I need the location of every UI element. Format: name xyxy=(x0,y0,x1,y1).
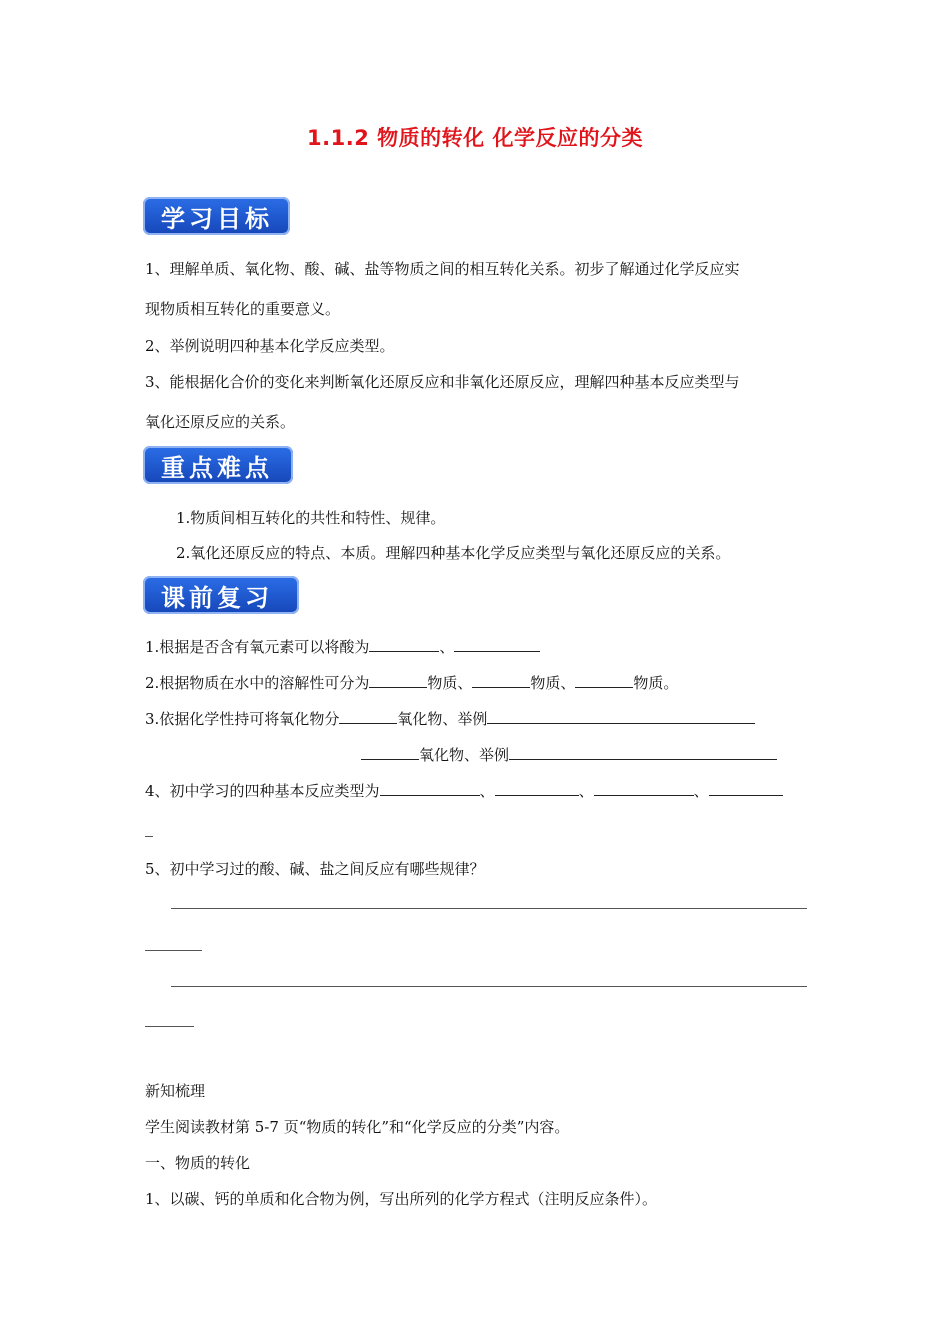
end-mark: 。 xyxy=(663,674,679,692)
separator: 、 xyxy=(578,782,594,800)
review-question-5: 5、初中学习过的酸、碱、盐之间反应有哪些规律？ xyxy=(145,860,485,878)
review-question-1 xyxy=(145,636,540,657)
fill-blank[interactable] xyxy=(509,745,777,760)
section-badge-objectives: 学习目标 xyxy=(143,197,290,235)
review-q2-text: 2.根据物质在水中的溶解性可分为 xyxy=(145,674,370,692)
fill-blank-overflow[interactable] xyxy=(145,836,153,837)
fill-blank[interactable] xyxy=(487,709,755,724)
fill-blank[interactable] xyxy=(361,745,419,760)
objective-2: 2、举例说明四种基本化学反应类型。 xyxy=(145,337,395,355)
page-title: 1.1.2 物质的转化 化学反应的分类 xyxy=(307,126,643,150)
review-q1-text: 1.根据是否含有氧元素可以将酸为 xyxy=(145,638,370,656)
review-question-3-continued xyxy=(361,744,777,765)
fill-blank[interactable] xyxy=(380,781,480,796)
section-badge-review: 课前复习 xyxy=(143,576,299,614)
fill-blank[interactable] xyxy=(575,673,633,688)
review-q3-mid: 氧化物、举例 xyxy=(419,746,510,764)
answer-line[interactable] xyxy=(171,908,807,909)
answer-line[interactable] xyxy=(145,1026,194,1027)
fill-blank[interactable] xyxy=(369,673,427,688)
objective-3-line-2: 氧化还原反应的关系。 xyxy=(145,413,296,431)
unit-label: 物质 xyxy=(530,674,561,692)
separator: 、 xyxy=(560,674,576,692)
fill-blank[interactable] xyxy=(369,637,439,652)
objective-1-line-2: 现物质相互转化的重要意义。 xyxy=(145,300,341,318)
separator: 、 xyxy=(457,674,473,692)
fill-blank[interactable] xyxy=(495,781,579,796)
new-knowledge-heading: 新知梳理 xyxy=(145,1082,206,1100)
separator: 、 xyxy=(693,782,709,800)
section-badge-keypoints: 重点难点 xyxy=(143,446,293,484)
fill-blank[interactable] xyxy=(472,673,530,688)
review-q3-mid: 氧化物、举例 xyxy=(397,710,488,728)
review-question-4 xyxy=(145,780,783,801)
review-question-2 xyxy=(145,672,678,693)
review-q3-text: 3.依据化学性持可将氧化物分 xyxy=(145,710,340,728)
task-1: 1、以碳、钙的单质和化合物为例，写出所列的化学方程式（注明反应条件）。 xyxy=(145,1190,658,1208)
part-1-heading: 一、物质的转化 xyxy=(145,1154,251,1172)
answer-line[interactable] xyxy=(145,950,202,951)
review-question-3 xyxy=(145,708,755,729)
separator: 、 xyxy=(479,782,495,800)
unit-label: 物质 xyxy=(427,674,458,692)
objective-1-line-1: 1、理解单质、氧化物、酸、碱、盐等物质之间的相互转化关系。初步了解通过化学反应实 xyxy=(145,260,740,278)
keypoint-1: 1.物质间相互转化的共性和特性、规律。 xyxy=(176,509,446,527)
fill-blank[interactable] xyxy=(454,637,540,652)
separator: 、 xyxy=(439,638,455,656)
objective-3-line-1: 3、能根据化合价的变化来判断氧化还原反应和非氧化还原反应，理解四种基本反应类型与 xyxy=(145,373,740,391)
review-q4-text: 4、初中学习的四种基本反应类型为 xyxy=(145,782,380,800)
fill-blank[interactable] xyxy=(709,781,783,796)
unit-label: 物质 xyxy=(633,674,664,692)
keypoint-2: 2.氧化还原反应的特点、本质。理解四种基本化学反应类型与氧化还原反应的关系。 xyxy=(176,544,731,562)
fill-blank[interactable] xyxy=(594,781,694,796)
fill-blank[interactable] xyxy=(339,709,397,724)
new-knowledge-intro: 学生阅读教材第 5-7 页“物质的转化”和“化学反应的分类”内容。 xyxy=(145,1118,570,1136)
answer-line[interactable] xyxy=(171,986,807,987)
